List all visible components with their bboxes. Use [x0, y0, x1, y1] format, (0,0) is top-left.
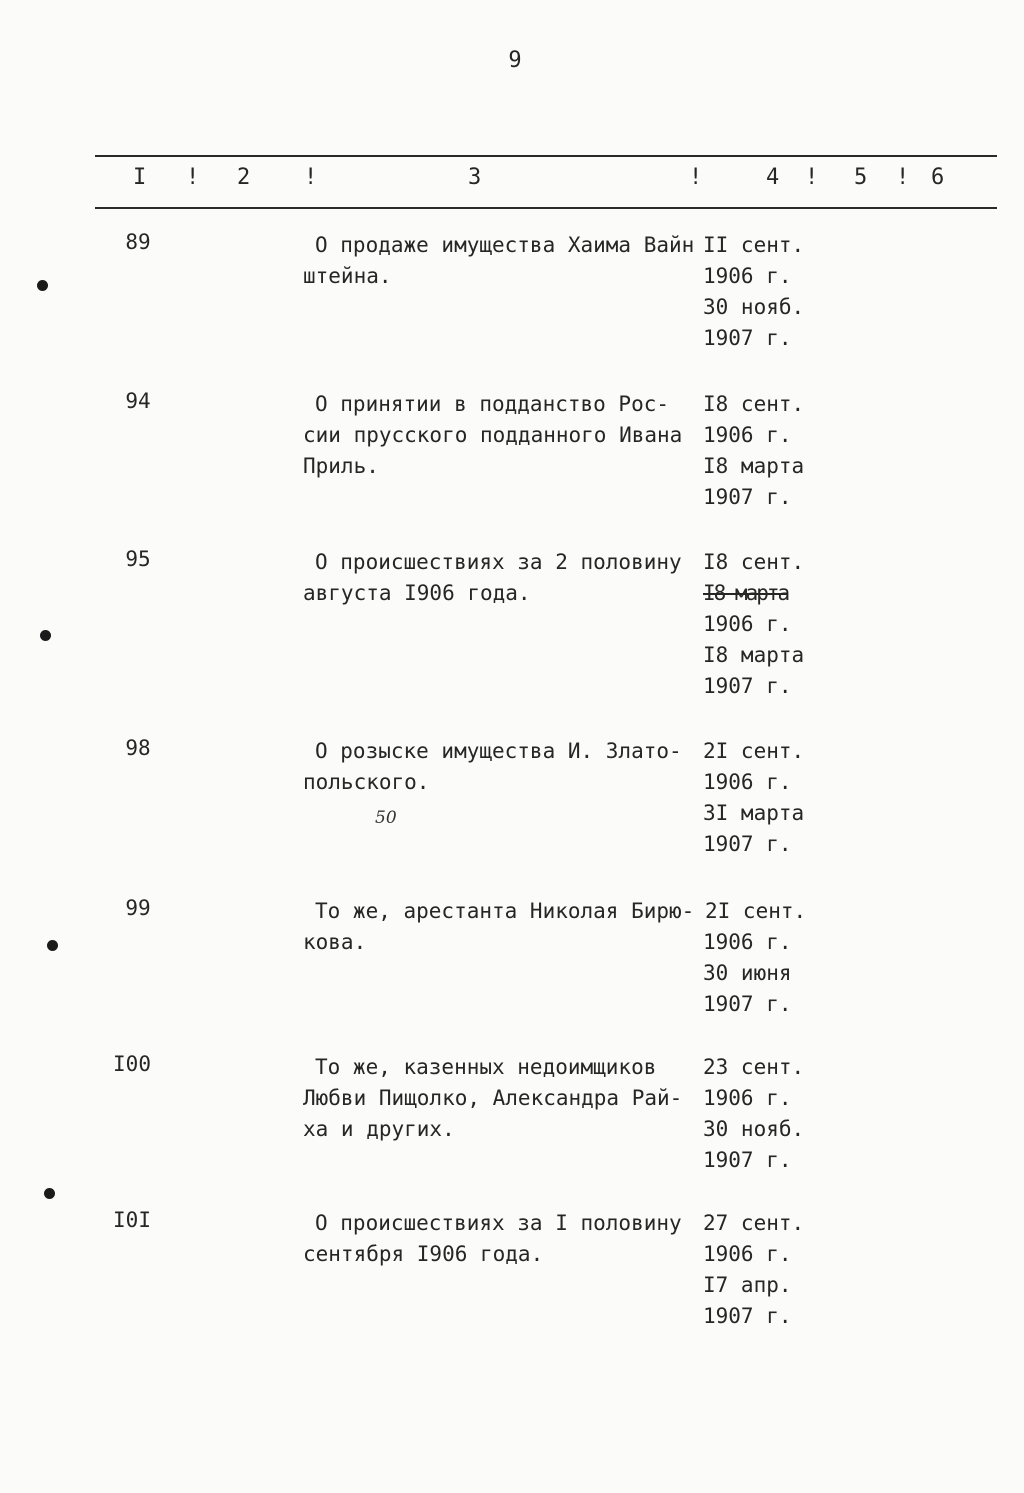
header-top-rule — [95, 155, 997, 157]
row-number: 99 — [125, 896, 151, 920]
row-dates — [703, 736, 833, 860]
date-line: 1906 г. — [703, 264, 792, 288]
date-line: 1907 г. — [703, 832, 792, 856]
table-row — [0, 1052, 1024, 1192]
row-dates — [703, 389, 833, 513]
header-col-1: I — [133, 165, 147, 190]
row-description — [303, 389, 703, 482]
header-separator: ! — [304, 165, 318, 190]
handwritten-note: 50 — [375, 808, 397, 828]
description-line: Любви Пищолко, Александра Рай- — [303, 1086, 683, 1110]
description-line: сентября I906 года. — [303, 1242, 544, 1266]
date-line: 1907 г. — [703, 1148, 792, 1172]
date-line: 1907 г. — [703, 674, 792, 698]
table-row — [0, 389, 1024, 529]
table-row — [0, 896, 1024, 1036]
row-dates — [703, 1052, 833, 1176]
row-number: 95 — [125, 547, 151, 571]
description-line: штейна. — [303, 264, 392, 288]
binding-hole — [44, 1188, 55, 1199]
description-line: сии прусского подданного Ивана — [303, 423, 683, 447]
header-separator: ! — [805, 165, 819, 190]
row-number: 94 — [125, 389, 151, 413]
row-number: I00 — [113, 1052, 151, 1076]
date-line: 1906 г. — [703, 930, 792, 954]
date-line: I8 марта — [703, 643, 805, 667]
date-line: 1907 г. — [703, 485, 792, 509]
date-line: 2I сент. — [705, 899, 807, 923]
date-line: I8 марта — [703, 454, 805, 478]
row-number: I0I — [113, 1208, 151, 1232]
row-dates — [703, 547, 833, 702]
struck-out-date-line: I8 марта — [703, 581, 789, 605]
header-separator: ! — [186, 165, 200, 190]
date-line: 1906 г. — [703, 423, 792, 447]
description-line: ха и других. — [303, 1117, 455, 1141]
date-line: 1907 г. — [703, 326, 792, 350]
description-line: То же, арестанта Николая Бирю- — [315, 899, 695, 923]
header-col-3: 3 — [468, 165, 482, 190]
header-separator: ! — [689, 165, 703, 190]
row-description — [303, 896, 703, 958]
description-line: О происшествиях за I половину — [315, 1211, 682, 1235]
table-row — [0, 547, 1024, 717]
row-description — [303, 736, 703, 798]
date-line: 1906 г. — [703, 770, 792, 794]
header-col-5: 5 — [854, 165, 868, 190]
description-line: То же, казенных недоимщиков — [315, 1055, 657, 1079]
date-line: 30 нояб. — [703, 1117, 805, 1141]
date-line: 1907 г. — [703, 992, 792, 1016]
row-description — [303, 1052, 703, 1145]
date-line: 30 нояб. — [703, 295, 805, 319]
date-line: II сент. — [703, 233, 805, 257]
description-line: Приль. — [303, 454, 379, 478]
page-number: 9 — [508, 48, 522, 73]
description-line: августа I906 года. — [303, 581, 531, 605]
row-description — [303, 230, 703, 292]
header-col-6: 6 — [931, 165, 945, 190]
header-col-4: 4 — [766, 165, 780, 190]
description-line: О происшествиях за 2 половину — [315, 550, 682, 574]
table-row — [0, 1208, 1024, 1348]
header-separator: ! — [896, 165, 910, 190]
header-bottom-rule — [95, 207, 997, 209]
row-dates — [703, 230, 833, 354]
date-line: 23 сент. — [703, 1055, 805, 1079]
date-line: 1906 г. — [703, 612, 792, 636]
header-col-2: 2 — [237, 165, 251, 190]
row-dates — [703, 1208, 833, 1332]
binding-hole — [47, 940, 58, 951]
row-number: 89 — [125, 230, 151, 254]
description-line: польского. — [303, 770, 430, 794]
date-line: I7 апр. — [703, 1273, 792, 1297]
table-row — [0, 230, 1024, 370]
row-number: 98 — [125, 736, 151, 760]
description-line: О продаже имущества Хаима Вайн — [315, 233, 695, 257]
description-line: О принятии в подданство Рос- — [315, 392, 670, 416]
row-dates — [703, 896, 833, 1020]
date-line: 3I марта — [703, 801, 805, 825]
date-line: 1906 г. — [703, 1086, 792, 1110]
date-line: 30 июня — [703, 961, 792, 985]
date-line: 27 сент. — [703, 1211, 805, 1235]
row-description — [303, 1208, 703, 1270]
description-line: О розыске имущества И. Злато- — [315, 739, 682, 763]
binding-hole — [37, 280, 48, 291]
date-line: 2I сент. — [703, 739, 805, 763]
description-line: кова. — [303, 930, 367, 954]
date-line: I8 сент. — [703, 550, 805, 574]
binding-hole — [40, 630, 51, 641]
table-row — [0, 736, 1024, 876]
date-line: I8 сент. — [703, 392, 805, 416]
date-line: 1907 г. — [703, 1304, 792, 1328]
date-line: 1906 г. — [703, 1242, 792, 1266]
row-description — [303, 547, 703, 609]
